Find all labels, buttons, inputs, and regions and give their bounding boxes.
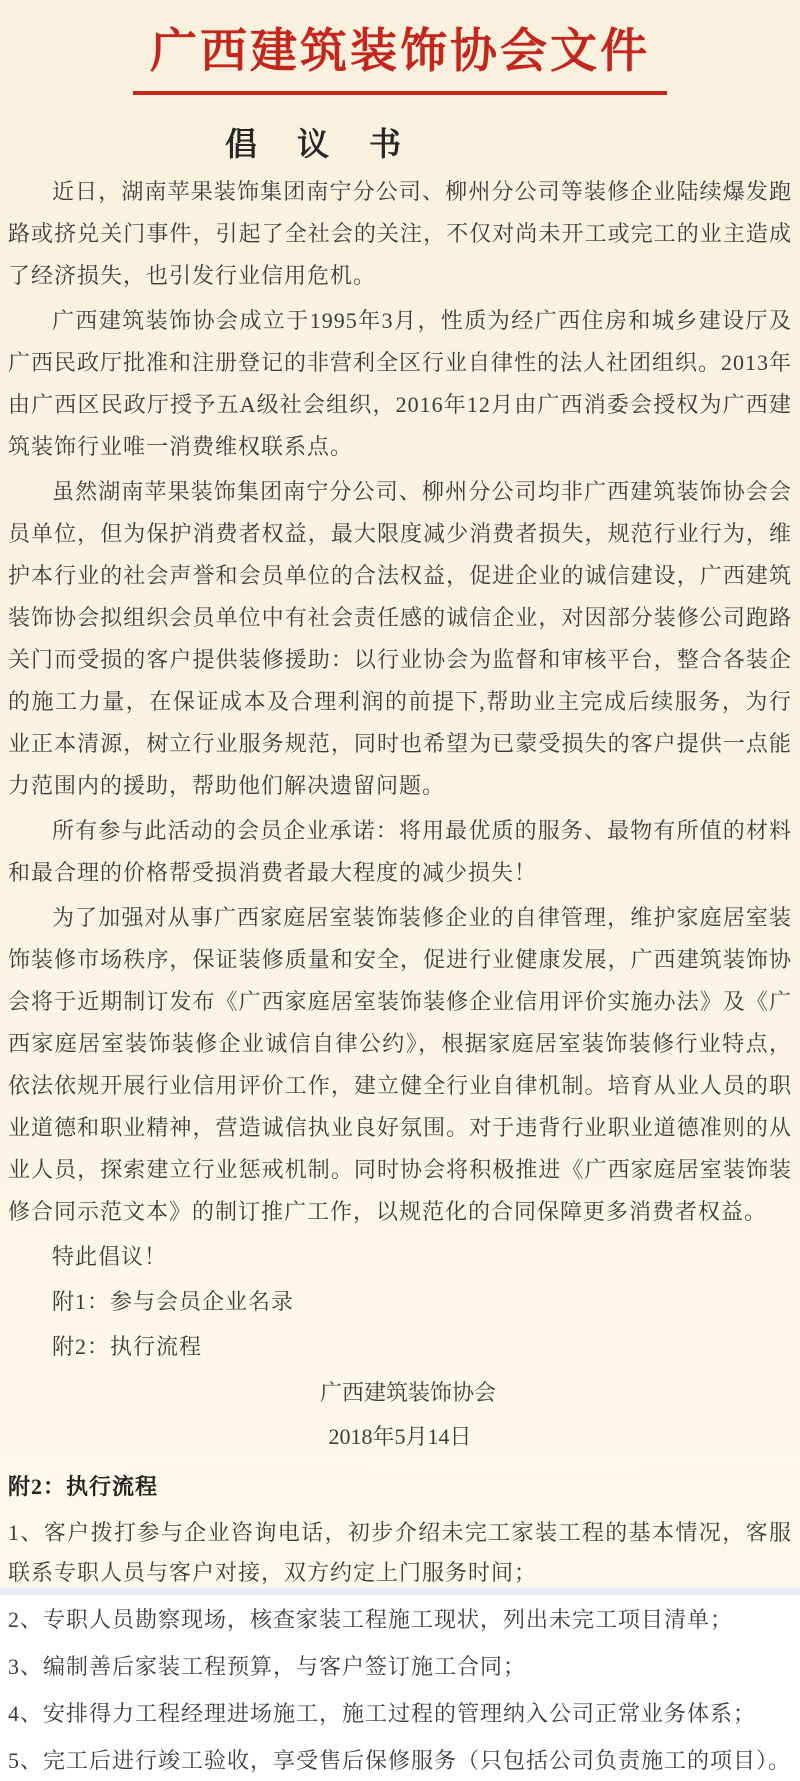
body-paragraph: 为了加强对从事广西家庭居室装饰装修企业的自律管理，维护家庭居室装饰装修市场秩序，保证装修质量和安全，促进行业健康发展，广西建筑装饰协会将于近期制订发布《广西家庭居室装饰装修企业信用评价实施办法》及《广西家庭居室装饰装修企业诚信自律公约》，根据家庭居室装饰装修行业特点，依法依规开展行业信用评价工作，建立健全行业自律机制。培育从业人员的职业道德和职业精神，营造诚信执业良好氛围。对于违背行业职业道德准则的从业人员，探索建立行业惩戒机制。同时协会将积极推进《广西家庭居室装饰装修合同示范文本》的制订推广工作，以规范化的合同保障更多消费者权益。	[8, 905, 792, 1224]
doc-title-container	[0, 119, 707, 165]
attachment-line-1: 附1：参与会员企业名录	[52, 1289, 295, 1314]
attachment-line-2: 附2：执行流程	[52, 1334, 203, 1359]
body-paragraph: 广西建筑装饰协会成立于1995年3月，性质为经广西住房和城乡建设厅及广西民政厅批准和注册登记的非营利全区行业自律性的法人社团组织。2013年由广西区民政厅授予五A级社会组织，2016年12月由广西消委会授权为广西建筑装饰行业唯一消费维权联系点。	[8, 308, 793, 459]
signature-block	[8, 1371, 792, 1459]
appendix-section	[8, 1467, 792, 1781]
signature-date: 2018年5月14日	[328, 1424, 472, 1449]
closing-line: 特此倡议！	[52, 1244, 168, 1269]
header-red-rule	[133, 91, 667, 95]
body-paragraph: 所有参与此活动的会员企业承诺：将用最优质的服务、最物有所值的材料和最合理的价格帮受损消费者最大程度的减少损失！	[8, 818, 792, 885]
org-header-title: 广西建筑装饰协会文件	[150, 26, 650, 78]
signature-org: 广西建筑装饰协会	[319, 1380, 496, 1405]
appendix-step: 5、完工后进行竣工验收，享受售后保修服务（只包括公司负责施工的项目）。	[8, 1748, 792, 1773]
appendix-step: 1、客户拨打参与企业咨询电话，初步介绍未完工家装工程的基本情况，客服联系专职人员与客户对接，双方约定上门服务时间；	[8, 1520, 792, 1585]
body-paragraph: 近日，湖南苹果装饰集团南宁分公司、柳州分公司等装修企业陆续爆发跑路或挤兑关门事件，引起了全社会的关注，不仅对尚未开工或完工的业主造成了经济损失，也引发行业信用危机。	[8, 179, 792, 288]
body-paragraph: 虽然湖南苹果装饰集团南宁分公司、柳州分公司均非广西建筑装饰协会会员单位，但为保护消费者权益，最大限度减少消费者损失，规范行业行为，维护本行业的社会声誉和会员单位的合法权益，促进企业的诚信建设，广西建筑装饰协会拟组织会员单位中有社会责任感的诚信企业，对因部分装修公司跑路关门而受损的客户提供装修援助：以行业协会为监督和审核平台，整合各装企的施工力量，在保证成本及合理利润的前提下,帮助业主完成后续服务，为行业正本清源，树立行业服务规范，同时也希望为已蒙受损失的客户提供一点能力范围内的援助，帮助他们解决遗留问题。	[8, 479, 792, 798]
document-body	[8, 171, 792, 1368]
doc-title: 倡 议 书	[224, 126, 405, 162]
appendix-step: 2、专职人员勘察现场，核查家装工程施工现状，列出未完工项目清单；	[8, 1607, 734, 1632]
bottom-edge-strip	[0, 1588, 800, 1595]
appendix-heading: 附2：执行流程	[8, 1474, 159, 1499]
appendix-step: 3、编制善后家装工程预算，与客户签订施工合同；	[8, 1654, 527, 1679]
appendix-step: 4、安排得力工程经理进场施工，施工过程的管理纳入公司正常业务体系；	[8, 1701, 757, 1726]
